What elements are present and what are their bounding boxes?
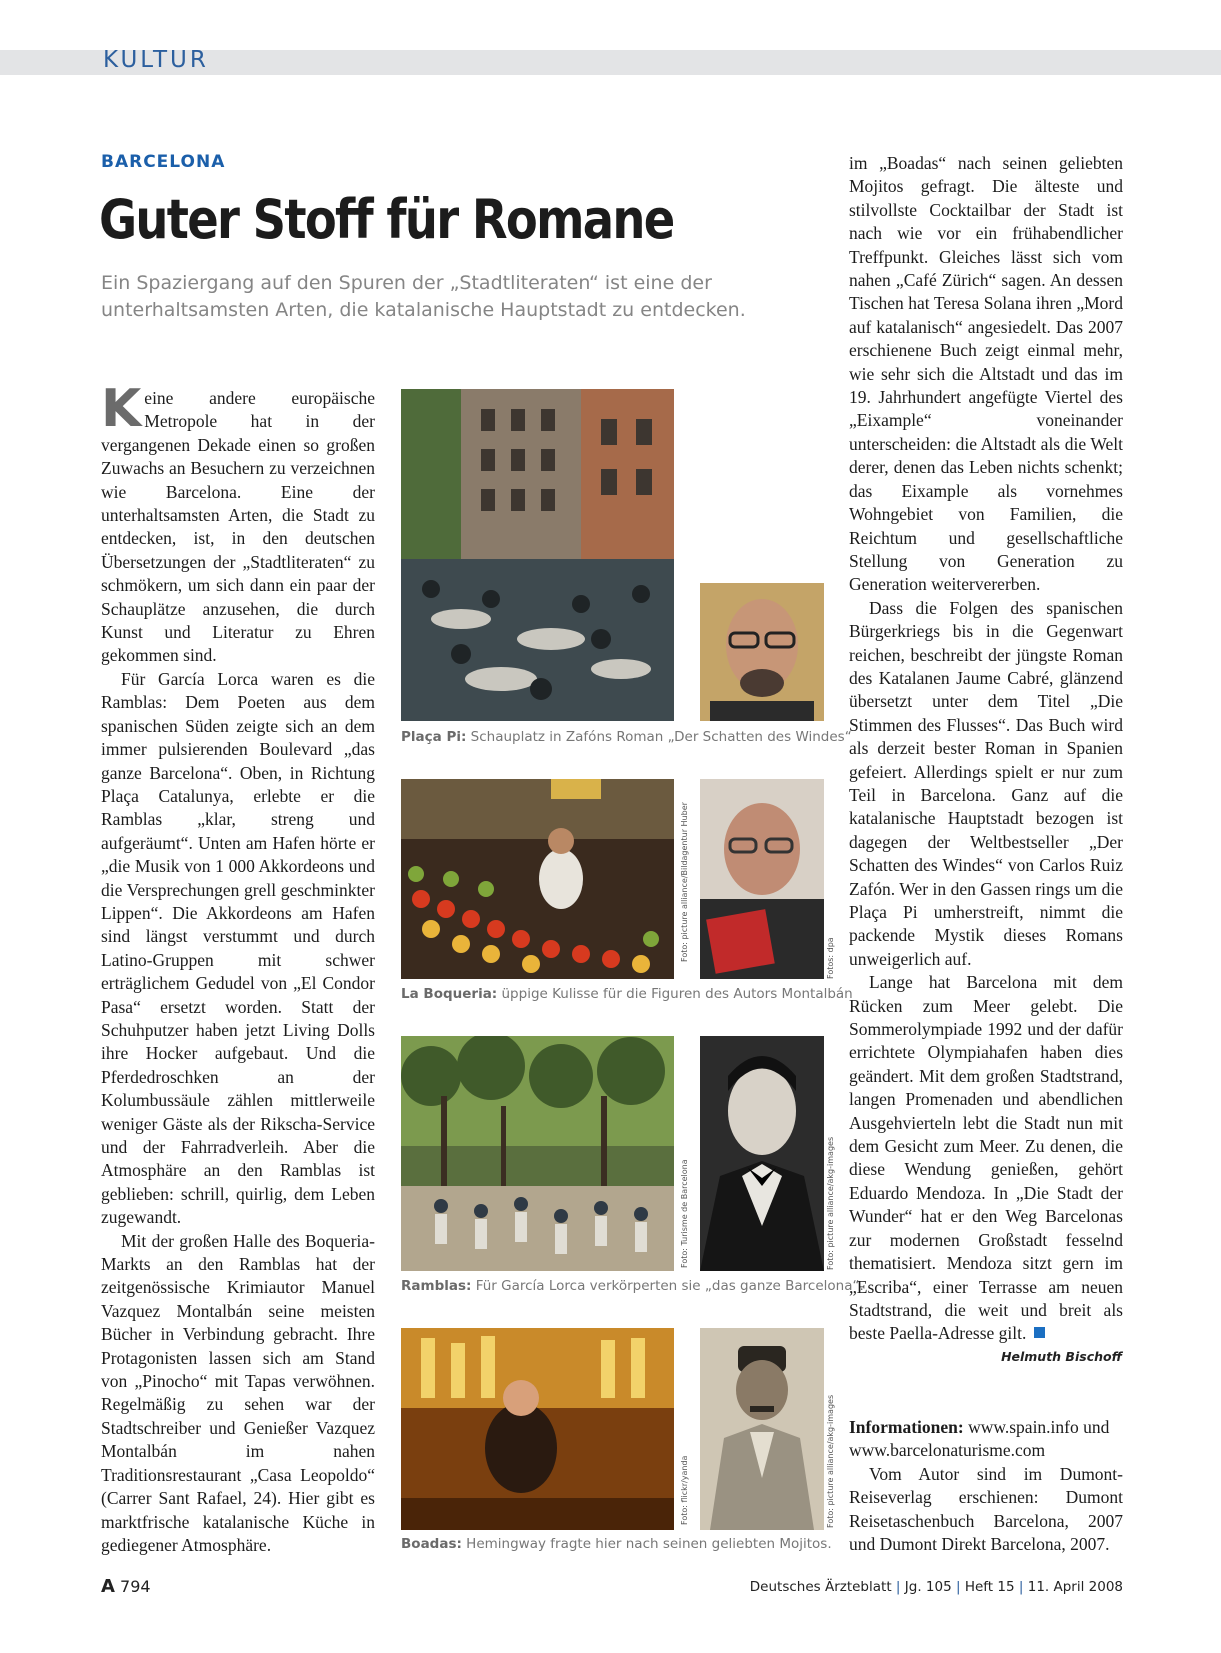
article-column-1: [101, 387, 375, 1557]
journal-volume: Jg. 105: [904, 1579, 952, 1595]
lorca-portrait-photo: [700, 1036, 824, 1271]
photo-credit: Foto: Turisme de Barcelona: [680, 1159, 689, 1268]
page-number: A 794: [101, 1576, 151, 1597]
journal-date: 11. April 2008: [1027, 1579, 1123, 1595]
info-books: Vom Autor sind im Dumont-Reiseverlag erschienen: Dumont Reisetaschenbuch Barcelona, 2007 und Dumont Direkt Barcelona, 2007.: [849, 1463, 1123, 1555]
figure-caption: Plaça Pi: Schauplatz in Zafóns Roman „Der Schatten des Windes“: [401, 729, 852, 745]
photo-credit: Foto: picture alliance/akg-images: [826, 1394, 835, 1528]
la-boqueria-photo: [401, 779, 674, 979]
photo-credit: Foto: flickr/yanda: [680, 1455, 689, 1525]
figure-caption: La Boqueria: üppige Kulisse für die Figuren des Autors Montalbán: [401, 986, 853, 1002]
article-column-3: [849, 152, 1123, 1352]
photo-credit: Fotos: dpa: [826, 937, 835, 979]
ramblas-photo: [401, 1036, 674, 1271]
article-title: Guter Stoff für Romane: [99, 188, 674, 251]
zafon-portrait-photo: [700, 583, 824, 721]
paragraph: Mit der großen Halle des Boqueria-Markts an den Ramblas hat der zeitgenössische Krimiautor Manuel Vazquez Montalbán seine meisten Bücher in Verbindung gebracht. Ihre Protagonisten lassen sich am Stand von „Pinocho“ mit Tapas verwöhnen. Regelmäßig zu sehen war der Stadtschreiber und Genießer Vazquez Montalbán im nahen Traditionsrestaurant „Casa Leopoldo“ (Carrer Sant Rafael, 24). Hier gibt es marktfrische katalanische Küche in gediegener Atmosphäre.: [101, 1230, 375, 1555]
journal-footer: Deutsches Ärzteblatt | Jg. 105 | Heft 15 | 11. April 2008: [749, 1579, 1123, 1595]
figure-caption: Boadas: Hemingway fragte hier nach seinen geliebten Mojitos.: [401, 1536, 832, 1552]
paragraph: Lange hat Barcelona mit dem Rücken zum Meer gelebt. Die Sommerolympiade 1992 und der dafür errichtete Olympiahafen haben dies geändert. Mit dem großen Stadtstrand, langen Promenaden und abendlichen Ausgehvierteln lebt die Stadt nun mit dem Gesicht zum Meer. Zu denen, die diese Wendung genießen, gehört Eduardo Mendoza. In „Die Stadt der Wunder“ hat er den Weg Barcelonas zur modernen Großstadt fesselnd thematisiert. Mendoza sitzt gern im „Escriba“, einer Terrasse am neuen Stadtstrand, die weit und breit als beste Paella-Adresse gilt.: [849, 972, 1123, 1344]
article-lede: Ein Spaziergang auf den Spuren der „Stadtliteraten“ ist eine der unterhaltsamsten Arten, die katalanische Hauptstadt zu entdecken.: [101, 272, 746, 321]
info-links: Informationen: www.spain.info und www.barcelonaturisme.com: [849, 1417, 1110, 1461]
placa-pi-photo: [401, 389, 674, 721]
paragraph: Keine andere europäische Metropole hat in der vergangenen Dekade einen so großen Zuwachs an Besuchern zu verzeichnen wie Barcelona. Eine der unterhaltsamsten Arten, die Stadt zu entdecken, ist, in den deutschen Übersetzungen der „Stadtliteraten“ zu schmökern, um sich dann ein paar der Schauplätze anzusehen, die durch Kunst und Literatur zu Ehren gekommen sind.: [101, 387, 375, 666]
journal-issue: Heft 15: [964, 1579, 1015, 1595]
author-name: Helmuth Bischoff: [1001, 1349, 1122, 1364]
drop-cap: K: [101, 387, 142, 439]
info-box: [849, 1416, 1123, 1556]
hemingway-portrait-photo: [700, 1328, 824, 1530]
boadas-photo: [401, 1328, 674, 1530]
photo-credit: Foto: picture alliance/akg-images: [826, 1136, 835, 1270]
paragraph: im „Boadas“ nach seinen geliebten Mojitos gefragt. Die älteste und stilvollste Cocktailbar der Stadt ist nach wie vor ein frühabendlicher Treffpunkt. Gleiches lässt sich vom nahen „Café Zürich“ sagen. An dessen Tischen hat Teresa Solana ihren „Mord auf katalanisch“ angesiedelt. Das 2007 erschienene Buch zeigt einmal mehr, wie sehr sich die Altstadt und das im 19. Jahrhundert angefügte Viertel des „Eixample“ voneinander unterscheiden: die Altstadt als die Welt derer, denen das Leben nichts schenkt; das Eixample als vornehmes Wohngebiet von Familien, die Reichtum und gesellschaftliche Stellung von Generation zu Generation weitervererben.: [849, 153, 1123, 595]
end-of-article-square: [1034, 1327, 1045, 1338]
journal-name: Deutsches Ärzteblatt: [749, 1579, 892, 1595]
paragraph: Dass die Folgen des spanischen Bürgerkriegs bis in die Gegenwart reichen, beschreibt der jüngste Roman des Katalanen Jaume Cabré, glänzend übersetzt unter dem Titel „Die Stimmen des Flusses“. Das Buch wird als derzeit bester Roman in Spanien gefeiert. Allerdings spielt er nur zum Teil in Barcelona. Ganz auf die katalanische Hauptstadt bezogen ist dagegen der Weltbestseller „Der Schatten des Windes“ von Carlos Ruiz Zafón. Wer in den Gassen rings um die Plaça Pi umherstreift, nimmt die packende Mystik dieses Romans unweigerlich auf.: [849, 597, 1123, 969]
photo-credit: Foto: picture alliance/Bildagentur Huber: [680, 802, 689, 962]
figure-caption: Ramblas: Für García Lorca verkörperten sie „das ganze Barcelona“.: [401, 1278, 864, 1294]
montalban-portrait-photo: [700, 779, 824, 979]
section-label: KULTUR: [103, 47, 209, 73]
article-kicker: BARCELONA: [101, 152, 226, 172]
paragraph: Für García Lorca waren es die Ramblas: Dem Poeten aus dem spanischen Süden zeigte sich an dem immer pulsierenden Boulevard „das ganze Barcelona“. Oben, in Richtung Plaça Catalunya, erlebte er die Ramblas „klar, streng und aufgeräumt“. Unten am Hafen hörte er „die Musik von 1 000 Akkordeons und die Versprechungen grell geschminkter Lippen“. Die Akkordeons am Hafen sind längst verstummt und durch Latino-Gruppen mit schwer erträglichem Gedudel von „El Condor Pasa“ ersetzt worden. Statt der Schuhputzer haben jetzt Living Dolls ihre Hocker aufgebaut. Und die Pferdedroschken an der Kolumbussäule zählen mittlerweile weniger Gäste als der Rikscha-Service und der Fahrradverleih. Aber die Atmosphäre an den Ramblas ist geblieben: schrill, quirlig, dem Leben zugewandt.: [101, 668, 375, 1228]
